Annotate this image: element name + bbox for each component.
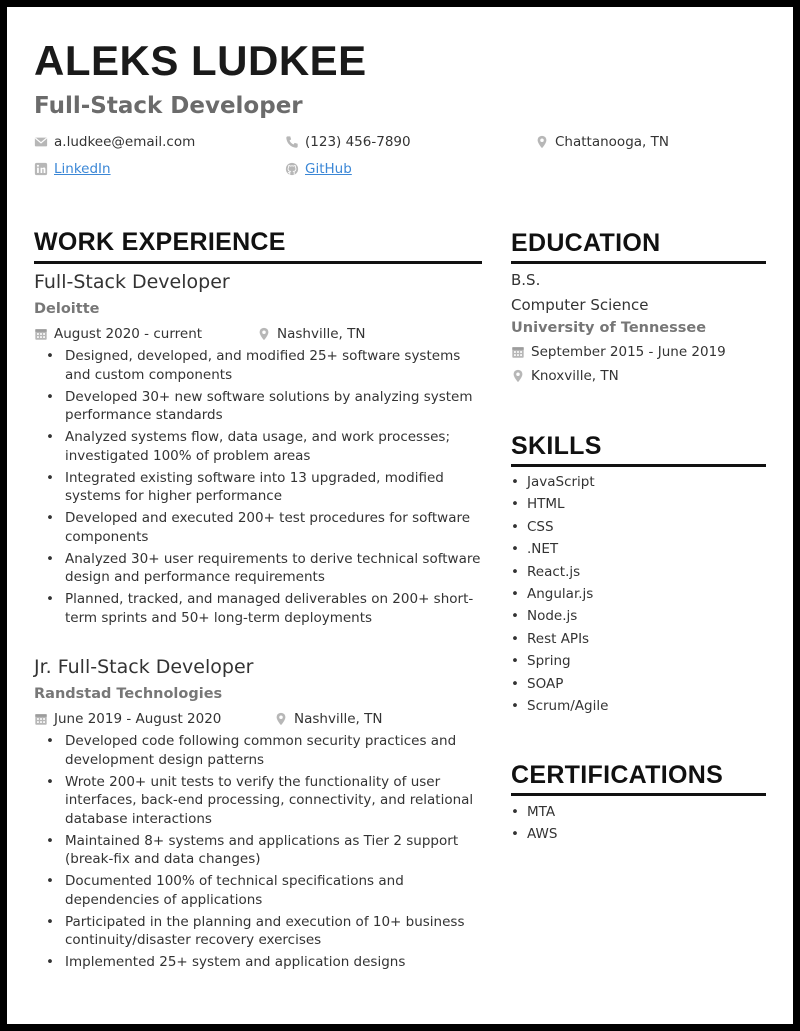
contact-linkedin [34,161,111,177]
list-item: • Analyzed 30+ user requirements to derive technical software design and performance requirements [34,550,489,587]
work-experience-rule [34,261,482,264]
list-item: • AWS [511,823,557,845]
job-bullets [34,732,489,975]
calendar-icon [34,327,48,341]
candidate-title: Full-Stack Developer [34,93,303,119]
list-item: • Developed 30+ new software solutions by analyzing system performance standards [34,388,489,425]
job-title: Full-Stack Developer [34,271,230,293]
list-item: • Documented 100% of technical specifications and dependencies of applications [34,872,489,909]
job-dates: August 2020 - current [34,326,202,342]
job-company: Deloitte [34,301,100,317]
resume-page [7,7,793,1024]
education-dates: September 2015 - June 2019 [511,344,726,360]
education-heading: EDUCATION [511,229,661,257]
phone-icon [285,135,299,149]
list-item: • Participated in the planning and execution of 10+ business continuity/disaster recovery exercises [34,913,489,950]
linkedin-icon [34,162,48,176]
map-pin-icon [511,369,525,383]
education-field: Computer Science [511,296,649,314]
list-item: • Maintained 8+ systems and applications as Tier 2 support (break-fix and data changes) [34,832,489,869]
list-item: • .NET [511,538,608,560]
candidate-name: ALEKS LUDKEE [34,37,367,84]
github-link[interactable]: GitHub [305,161,352,177]
education-location: Knoxville, TN [511,368,619,384]
calendar-icon [34,712,48,726]
list-item: • Spring [511,650,608,672]
job-title: Jr. Full-Stack Developer [34,656,254,678]
list-item: • Developed code following common security practices and development design patterns [34,732,489,769]
github-icon [285,162,299,176]
job-company: Randstad Technologies [34,686,223,702]
list-item: • Developed and executed 200+ test procedures for software components [34,509,489,546]
education-degree: B.S. [511,271,541,289]
job-bullets [34,347,489,631]
job-dates: June 2019 - August 2020 [34,711,221,727]
job-location: Nashville, TN [257,326,365,342]
skills-list [511,471,608,717]
contact-email: a.ludkee@email.com [34,134,195,150]
list-item: • HTML [511,493,608,515]
list-item: • Wrote 200+ unit tests to verify the functionality of user interfaces, back-end processing, connectivity, and relational database interactions [34,773,489,829]
list-item: • Rest APIs [511,628,608,650]
list-item: • CSS [511,516,608,538]
map-pin-icon [257,327,271,341]
list-item: • Implemented 25+ system and application designs [34,953,489,972]
certifications-rule [511,793,766,796]
list-item: • SOAP [511,673,608,695]
list-item: • JavaScript [511,471,608,493]
certifications-list [511,801,557,846]
list-item: • Node.js [511,605,608,627]
calendar-icon [511,345,525,359]
contact-github [285,161,352,177]
list-item: • Designed, developed, and modified 25+ software systems and custom components [34,347,489,384]
job-location: Nashville, TN [274,711,382,727]
list-item: • Analyzed systems flow, data usage, and work processes; investigated 100% of problem areas [34,428,489,465]
list-item: • Scrum/Agile [511,695,608,717]
list-item: • Integrated existing software into 13 upgraded, modified systems for higher performance [34,469,489,506]
contact-location: Chattanooga, TN [535,134,669,150]
contact-phone: (123) 456-7890 [285,134,411,150]
list-item: • MTA [511,801,557,823]
map-pin-icon [274,712,288,726]
education-rule [511,261,766,264]
certifications-heading: CERTIFICATIONS [511,761,724,789]
envelope-icon [34,135,48,149]
list-item: • Planned, tracked, and managed deliverables on 200+ short-term sprints and 50+ long-term deployments [34,590,489,627]
map-pin-icon [535,135,549,149]
linkedin-link[interactable]: LinkedIn [54,161,111,177]
skills-rule [511,464,766,467]
education-school: University of Tennessee [511,320,707,336]
work-experience-heading: WORK EXPERIENCE [34,228,286,256]
list-item: • React.js [511,561,608,583]
list-item: • Angular.js [511,583,608,605]
skills-heading: SKILLS [511,432,602,460]
